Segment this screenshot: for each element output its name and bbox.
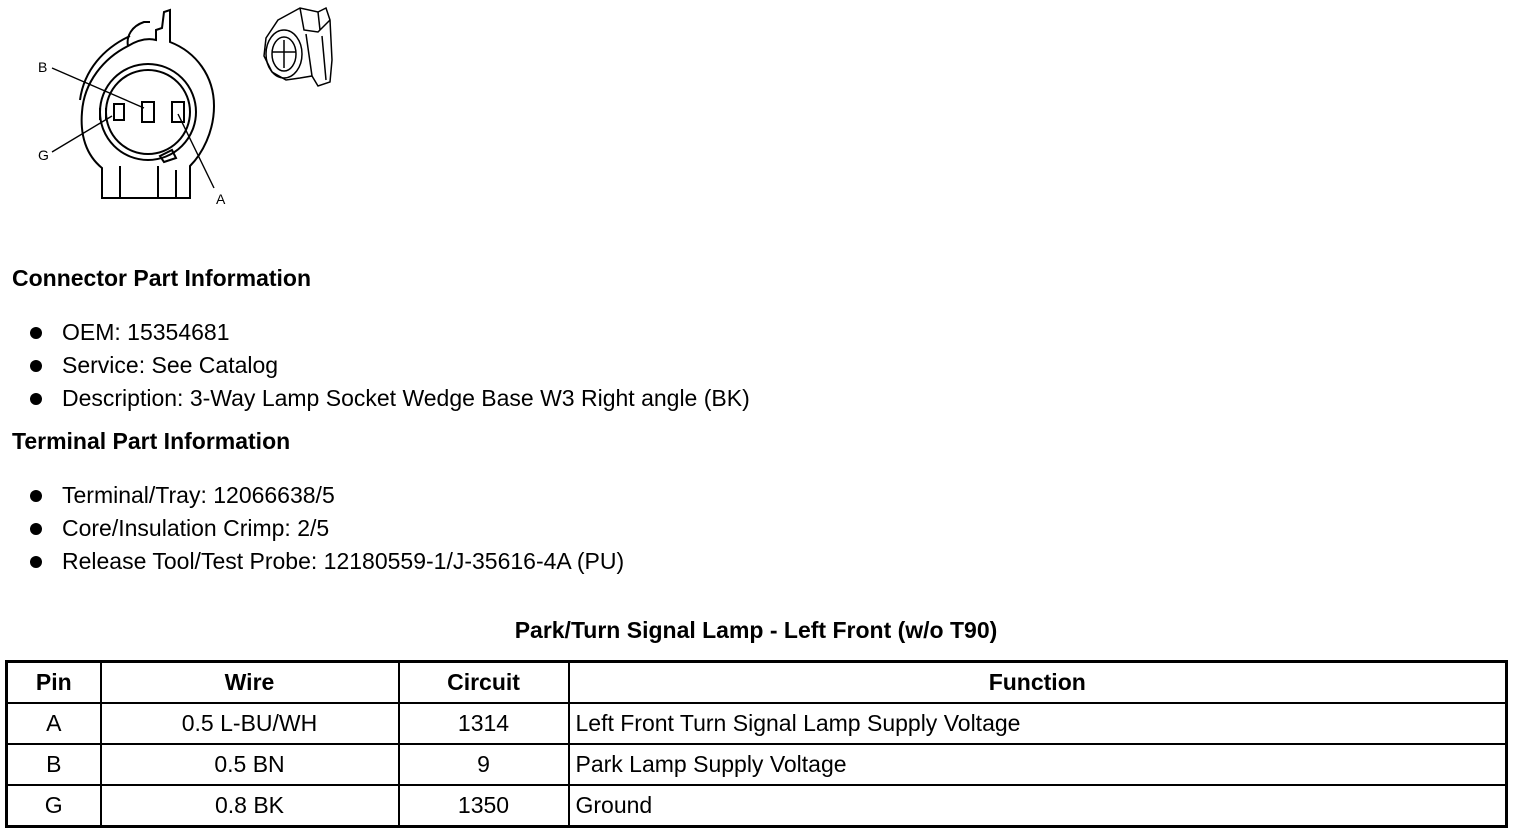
pin-label-b: B <box>38 59 48 75</box>
pinout-table <box>5 660 1508 828</box>
list-item <box>28 349 750 382</box>
terminal-part-info-heading: Terminal Part Information <box>12 428 291 454</box>
table-row <box>7 703 1507 744</box>
pin-label-g: G <box>38 147 49 163</box>
list-item-text: Core/Insulation Crimp: 2/5 <box>62 515 330 541</box>
table-row <box>7 785 1507 827</box>
list-item-text: Terminal/Tray: 12066638/5 <box>62 482 335 508</box>
table-row <box>7 744 1507 785</box>
pin-label-a: A <box>216 191 226 207</box>
list-item <box>28 316 750 349</box>
bullet-icon <box>30 523 42 535</box>
bullet-icon <box>30 360 42 372</box>
column-header-function: Function <box>569 662 1507 704</box>
cell-function: Park Lamp Supply Voltage <box>569 744 1507 785</box>
bullet-icon <box>30 327 42 339</box>
column-header-wire: Wire <box>101 662 399 704</box>
bullet-icon <box>30 490 42 502</box>
cell-pin: B <box>7 744 101 785</box>
connector-part-info-heading: Connector Part Information <box>12 265 312 291</box>
connector-part-info-list <box>28 316 750 415</box>
cell-circuit: 1314 <box>399 703 569 744</box>
cell-wire: 0.5 BN <box>101 744 399 785</box>
connector-face-drawing <box>80 10 214 198</box>
table-header-row <box>7 662 1507 704</box>
list-item <box>28 382 750 415</box>
list-item <box>28 479 624 512</box>
cell-pin: A <box>7 703 101 744</box>
cell-function: Ground <box>569 785 1507 827</box>
connector-isometric-drawing <box>264 8 332 86</box>
bullet-icon <box>30 393 42 405</box>
cell-wire: 0.5 L-BU/WH <box>101 703 399 744</box>
terminal-part-info-list <box>28 479 624 578</box>
cell-wire: 0.8 BK <box>101 785 399 827</box>
column-header-pin: Pin <box>7 662 101 704</box>
cell-pin: G <box>7 785 101 827</box>
cell-circuit: 9 <box>399 744 569 785</box>
connector-diagram <box>0 0 360 220</box>
cell-circuit: 1350 <box>399 785 569 827</box>
table-title: Park/Turn Signal Lamp - Left Front (w/o T90) <box>514 617 998 643</box>
bullet-icon <box>30 556 42 568</box>
list-item-text: Service: See Catalog <box>62 352 279 378</box>
list-item-text: Description: 3-Way Lamp Socket Wedge Base W3 Right angle (BK) <box>62 385 750 411</box>
cell-function: Left Front Turn Signal Lamp Supply Voltage <box>569 703 1507 744</box>
list-item <box>28 545 624 578</box>
list-item-text: OEM: 15354681 <box>62 319 230 345</box>
list-item <box>28 512 624 545</box>
column-header-circuit: Circuit <box>399 662 569 704</box>
list-item-text: Release Tool/Test Probe: 12180559-1/J-35616-4A (PU) <box>62 548 625 574</box>
